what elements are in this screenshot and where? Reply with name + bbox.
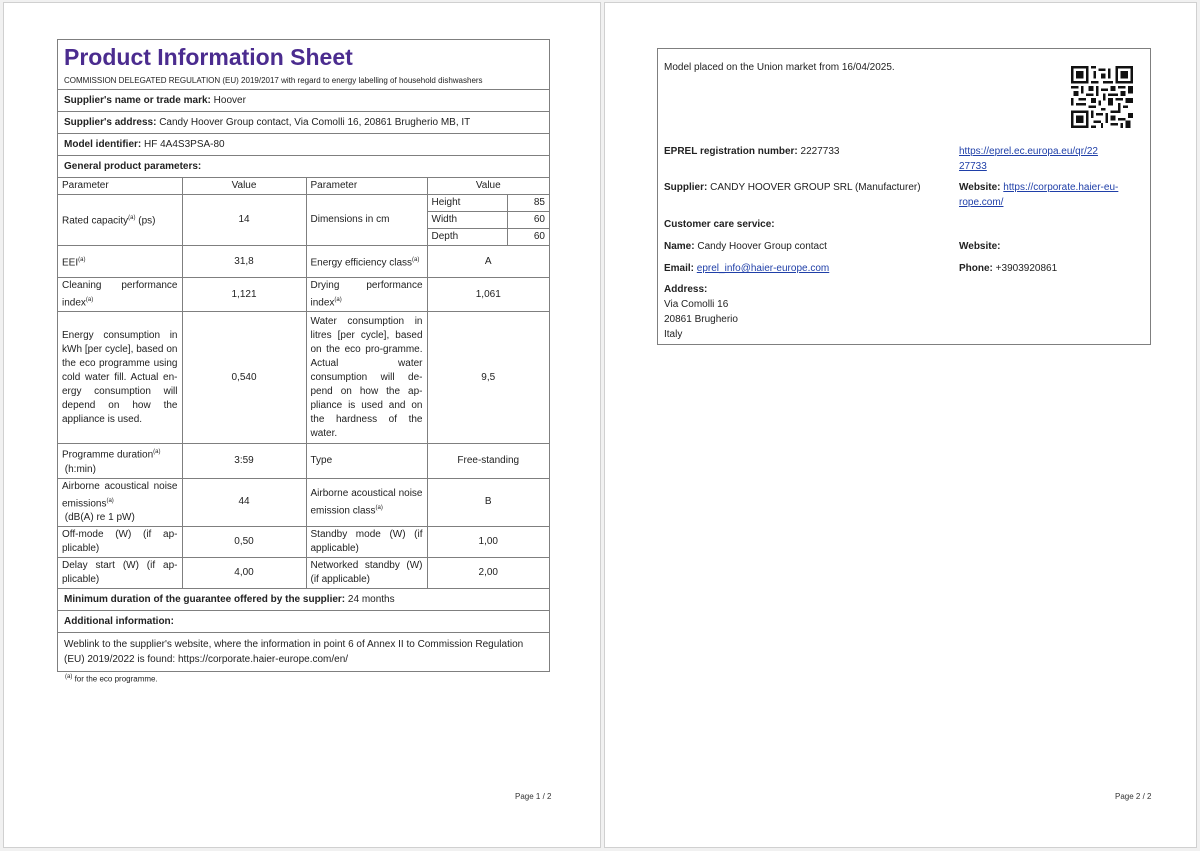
drying-index-value: 1,061	[427, 278, 549, 312]
page-2	[604, 2, 1197, 848]
networked-standby-label: Networked standby (W) (if applicable)	[306, 557, 427, 588]
guarantee-row	[58, 589, 549, 611]
networked-standby-value: 2,00	[427, 557, 549, 588]
customer-care-label: Customer care service:	[664, 219, 775, 230]
website-label: Website:	[959, 182, 1001, 193]
supplier-value: CANDY HOOVER GROUP SRL (Manufacturer)	[710, 182, 921, 193]
eprel-link-line1[interactable]: https://eprel.ec.europa.eu/qr/22	[959, 146, 1098, 157]
address-line: Via Comolli 16	[664, 299, 729, 310]
contact-name-row	[664, 239, 827, 254]
delay-start-label: Delay start (W) (if ap-plicable)	[58, 557, 182, 588]
contact-name-label: Name:	[664, 241, 695, 252]
header-parameter: Parameter	[58, 178, 182, 195]
supplier-website	[959, 180, 1118, 210]
drying-index-label: Drying performance index$^{(a)}$	[306, 278, 427, 312]
type-label: Type	[306, 444, 427, 478]
qr-code-icon[interactable]	[1071, 66, 1133, 128]
phone-row	[959, 261, 1057, 276]
general-parameters-heading	[58, 156, 549, 178]
energy-consumption-value: 0,540	[182, 312, 306, 444]
header-value: Value	[427, 178, 549, 195]
eprel-info-box	[657, 48, 1151, 345]
website-link-line2[interactable]: rope.com/	[959, 197, 1004, 208]
dimensions-cell	[427, 195, 549, 246]
table-row	[58, 557, 549, 588]
guarantee-label: Minimum duration of the guarantee offered by the supplier:	[64, 593, 346, 605]
model-identifier-value: HF 4A4S3PSA-80	[144, 139, 225, 150]
customer-care-heading	[664, 217, 775, 232]
standby-mode-value: 1,00	[427, 526, 549, 557]
rated-capacity-value: 14	[182, 195, 306, 246]
table-row	[58, 478, 549, 526]
additional-info-label: Additional information:	[64, 615, 174, 627]
eei-value: 31,8	[182, 246, 306, 278]
regulation-subtitle: COMMISSION DELEGATED REGULATION (EU) 2019/2017 with regard to energy labelling of household dishwashers	[58, 73, 549, 90]
header-value: Value	[182, 178, 306, 195]
weblink-url[interactable]: https://corporate.haier-europe.com/en/	[177, 653, 349, 665]
phone-value: +3903920861	[995, 263, 1058, 274]
off-mode-label: Off-mode (W) (if ap-plicable)	[58, 526, 182, 557]
table-row	[58, 444, 549, 478]
market-date: Model placed on the Union market from 16/04/2025.	[664, 62, 895, 73]
height-label: Height	[428, 195, 508, 212]
parameters-table	[58, 178, 549, 589]
noise-class-label: Airborne acoustical noise emission class$^{(a)}$	[306, 478, 427, 526]
table-row	[58, 246, 549, 278]
noise-emissions-value: 44	[182, 478, 306, 526]
dimensions-label: Dimensions in cm	[306, 195, 427, 246]
energy-consumption-label: Energy consumption in kWh [per cycle], based on the eco programme using cold water fill. Actual en-ergy consumption will depend on how the appliance is used.	[58, 312, 182, 444]
programme-duration-label: Programme duration$^{(a)}$ (h:min)	[58, 444, 182, 478]
email-link[interactable]: eprel_info@haier-europe.com	[696, 263, 830, 274]
table-row	[58, 312, 549, 444]
footnote-text: for the eco programme.	[74, 674, 158, 684]
supplier-address-row	[58, 112, 549, 134]
cleaning-index-value: 1,121	[182, 278, 306, 312]
weblink-row	[58, 633, 549, 671]
website-link-line1[interactable]: https://corporate.haier-eu-	[1003, 182, 1119, 193]
off-mode-value: 0,50	[182, 526, 306, 557]
email-label: Email:	[664, 263, 695, 274]
rated-capacity-label: Rated capacity$^{(a)}$ (ps)	[58, 195, 182, 246]
general-parameters-label: General product parameters:	[64, 161, 202, 172]
email-row	[664, 261, 829, 276]
page-number: Page 1 / 2	[515, 792, 552, 801]
water-consumption-label: Water consumption in litres [per cycle], based on the eco pro-gramme. Actual water consumption will de-pend on how the ap-pliance is used and on the hardness of the water.	[306, 312, 427, 444]
water-consumption-value: 9,5	[427, 312, 549, 444]
eprel-value: 2227733	[800, 146, 840, 157]
footnote-marker: (a)	[65, 674, 73, 680]
supplier-address-value: Candy Hoover Group contact, Via Comolli 16, 20861 Brugherio MB, IT	[159, 117, 471, 128]
delay-start-value: 4,00	[182, 557, 306, 588]
depth-label: Depth	[428, 229, 508, 246]
table-row	[58, 195, 549, 246]
supplier-name-value: Hoover	[213, 95, 246, 106]
product-information-sheet	[57, 39, 550, 672]
dimensions-table	[428, 195, 550, 245]
additional-info-row	[58, 611, 549, 633]
eprel-link[interactable]	[959, 144, 1098, 174]
table-header-row	[58, 178, 549, 195]
type-value: Free-standing	[427, 444, 549, 478]
address-block	[664, 282, 738, 342]
contact-name-value: Candy Hoover Group contact	[697, 241, 827, 252]
width-label: Width	[428, 212, 508, 229]
width-value: 60	[507, 212, 549, 229]
address-line: Italy	[664, 329, 683, 340]
noise-emissions-label: Airborne acoustical noise emissions$^{(a)}$ (dB(A) re 1 pW)	[58, 478, 182, 526]
supplier-row	[664, 180, 921, 195]
contact-website-row	[959, 239, 1001, 254]
weblink-text: Weblink to the supplier's website, where the information in point 6 of Annex II to Commission Regulation (EU) 2019/2022 is found:	[64, 638, 524, 665]
table-row	[58, 526, 549, 557]
eprel-label: EPREL registration number:	[664, 146, 798, 157]
noise-class-value: B	[427, 478, 549, 526]
energy-class-value: A	[427, 246, 549, 278]
model-identifier-row	[58, 134, 549, 156]
table-row	[58, 278, 549, 312]
cleaning-index-label: Cleaning performance index$^{(a)}$	[58, 278, 182, 312]
eei-label: EEI$^{(a)}$	[58, 246, 182, 278]
header-parameter: Parameter	[306, 178, 427, 195]
energy-class-label: Energy efficiency class$^{(a)}$	[306, 246, 427, 278]
supplier-name-label: Supplier's name or trade mark:	[64, 95, 211, 106]
address-label: Address:	[664, 284, 708, 295]
eprel-registration	[664, 144, 839, 159]
contact-website-label: Website:	[959, 241, 1001, 252]
standby-mode-label: Standby mode (W) (if applicable)	[306, 526, 427, 557]
page-1	[3, 2, 601, 848]
footnote	[65, 674, 158, 684]
page-number: Page 2 / 2	[1115, 792, 1152, 801]
supplier-address-label: Supplier's address:	[64, 117, 157, 128]
supplier-label: Supplier:	[664, 182, 708, 193]
address-line: 20861 Brugherio	[664, 314, 738, 325]
phone-label: Phone:	[959, 263, 993, 274]
page-title: Product Information Sheet	[64, 44, 353, 70]
guarantee-value: 24 months	[347, 593, 395, 605]
eprel-link-line2[interactable]: 27733	[959, 161, 987, 172]
supplier-name-row	[58, 90, 549, 112]
height-value: 85	[533, 197, 545, 208]
depth-value: 60	[507, 229, 549, 246]
model-identifier-label: Model identifier:	[64, 139, 142, 150]
programme-duration-value: 3:59	[182, 444, 306, 478]
